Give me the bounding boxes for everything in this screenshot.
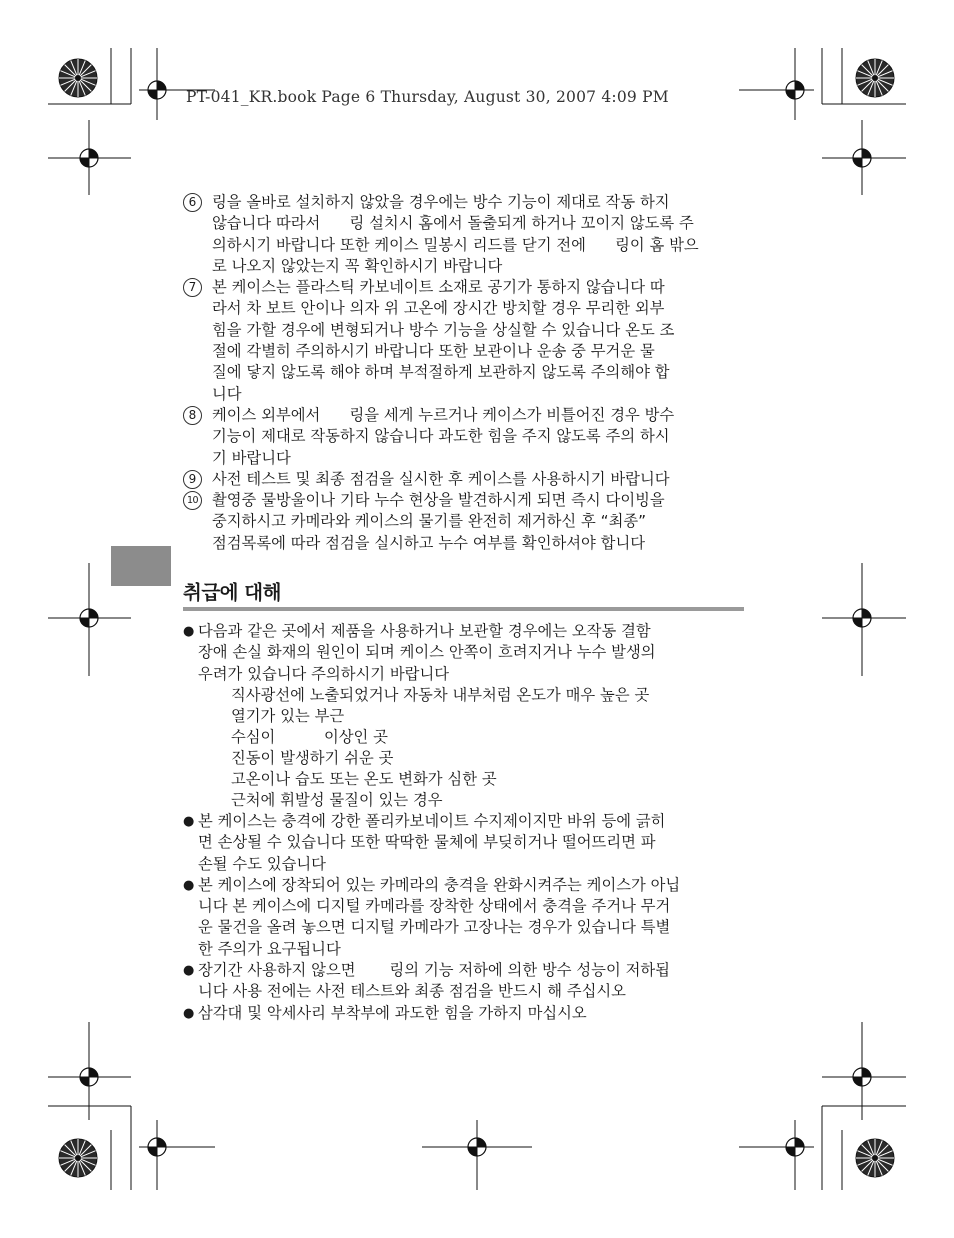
- sub-item: 고온이나 습도 또는 온도 변화가 심한 곳: [231, 769, 497, 788]
- item-number: 10: [183, 491, 202, 510]
- sub-item: 근처에 휘발성 물질이 있는 경우: [231, 790, 443, 809]
- numbered-item: [183, 192, 749, 277]
- bullet-item: [183, 960, 749, 1003]
- bullet-item: [183, 1003, 749, 1024]
- sub-item: 수심이 이상인 곳: [231, 727, 388, 746]
- item-line: 의하시기 바랍니다 또한 케이스 밀봉시 리드를 닫기 전에 링이 홈 밖으: [212, 235, 699, 254]
- bullet-line: 본 케이스는 충격에 강한 폴리카보네이트 수지제이지만 바위 등에 긁히: [198, 811, 666, 830]
- bullet-icon: ●: [183, 877, 195, 893]
- bullet-icon: ●: [183, 1005, 195, 1021]
- page-content: [183, 192, 749, 1024]
- bullet-line: 삼각대 및 악세사리 부착부에 과도한 힘을 가하지 마십시오: [198, 1003, 587, 1022]
- numbered-item: [183, 469, 749, 490]
- bullet-line: 니다 사용 전에는 사전 테스트와 최종 점검을 반드시 해 주십시오: [198, 982, 626, 1001]
- sub-item: 진동이 발생하기 쉬운 곳: [231, 748, 394, 767]
- bullet-item: [183, 875, 749, 960]
- sub-item: 열기가 있는 부근: [231, 706, 345, 725]
- bullet-item: [183, 621, 749, 685]
- section-heading: 취급에 대해: [183, 581, 281, 605]
- item-line: 케이스 외부에서 링을 세게 누르거나 케이스가 비틀어진 경우 방수: [212, 405, 675, 424]
- item-number: 9: [183, 470, 202, 489]
- item-line: 않습니다 따라서 링 설치시 홈에서 돌출되게 하거나 꼬이지 않도록 주: [212, 214, 694, 233]
- bullet-line: 다음과 같은 곳에서 제품을 사용하거나 보관할 경우에는 오작동 결함: [198, 622, 651, 641]
- item-number: 6: [183, 193, 202, 212]
- item-line: 사전 테스트 및 최종 점검을 실시한 후 케이스를 사용하시기 바랍니다: [212, 469, 670, 488]
- bullet-line: 니다 본 케이스에 디지털 카메라를 장착한 상태에서 충격을 주거나 무거: [198, 897, 671, 916]
- numbered-item: [183, 490, 749, 554]
- item-line: 중지하시고 카메라와 케이스의 물기를 완전히 제거하신 후 “최종”: [212, 512, 647, 531]
- item-line: 힘을 가할 경우에 변형되거나 방수 기능을 상실할 수 있습니다 온도 조: [212, 320, 675, 339]
- item-number: 8: [183, 406, 202, 425]
- item-number: 7: [183, 278, 202, 297]
- bullet-line: 운 물건을 올려 놓으면 디지털 카메라가 고장나는 경우가 있습니다 특별: [198, 918, 671, 937]
- numbered-item: [183, 405, 749, 469]
- bullet-icon: ●: [183, 624, 195, 640]
- bullet-line: 본 케이스에 장착되어 있는 카메라의 충격을 완화시켜주는 케이스가 아닙: [198, 875, 681, 894]
- bullet-line: 면 손상될 수 있습니다 또한 딱딱한 물체에 부딪히거나 떨어뜨리면 파: [198, 833, 656, 852]
- item-line: 기능이 제대로 작동하지 않습니다 과도한 힘을 주지 않도록 주의 하시: [212, 427, 670, 446]
- numbered-item: [183, 277, 749, 405]
- item-line: 절에 각별히 주의하시기 바랍니다 또한 보관이나 운송 중 무거운 물: [212, 342, 655, 361]
- item-line: 촬영중 물방울이나 기타 누수 현상을 발견하시게 되면 즉시 다이빙을: [212, 491, 665, 510]
- item-line: 링을 올바로 설치하지 않았을 경우에는 방수 기능이 제대로 작동 하지: [212, 193, 670, 211]
- precaution-list: [183, 192, 749, 554]
- item-line: 라서 차 보트 안이나 의자 위 고온에 장시간 방치할 경우 무리한 외부: [212, 299, 665, 318]
- bullet-icon: ●: [183, 813, 195, 829]
- bullet-line: 손될 수도 있습니다: [198, 854, 326, 873]
- item-line: 기 바랍니다: [212, 448, 291, 467]
- section-heading-block: [183, 581, 749, 611]
- bullet-icon: ●: [183, 963, 195, 979]
- item-line: 로 나오지 않았는지 꼭 확인하시기 바랍니다: [212, 256, 503, 275]
- bullet-item: [183, 811, 749, 875]
- item-line: 본 케이스는 플라스틱 카보네이트 소재로 공기가 통하지 않습니다 따: [212, 278, 665, 297]
- heading-rule: [183, 607, 744, 611]
- book-info-header: PT-041_KR.book Page 6 Thursday, August 30, 2007 4:09 PM: [186, 88, 669, 106]
- bullet-line: 한 주의가 요구됩니다: [198, 939, 341, 958]
- chapter-tab: [111, 546, 171, 586]
- bullet-line: 장기간 사용하지 않으면 링의 기능 저하에 의한 방수 성능이 저하됩: [198, 961, 670, 980]
- item-line: 질에 닿지 않도록 해야 하며 부적절하게 보관하지 않도록 주의해야 합: [212, 363, 670, 382]
- handling-list: [183, 621, 749, 1024]
- sub-item-list: [183, 685, 749, 811]
- item-line: 니다: [212, 384, 242, 403]
- item-line: 점검목록에 따라 점검을 실시하고 누수 여부를 확인하셔야 합니다: [212, 533, 646, 552]
- bullet-line: 우려가 있습니다 주의하시기 바랍니다: [198, 664, 450, 683]
- sub-item: 직사광선에 노출되었거나 자동차 내부처럼 온도가 매우 높은 곳: [231, 685, 650, 704]
- bullet-line: 장애 손실 화재의 원인이 되며 케이스 안쪽이 흐려지거나 누수 발생의: [198, 643, 656, 662]
